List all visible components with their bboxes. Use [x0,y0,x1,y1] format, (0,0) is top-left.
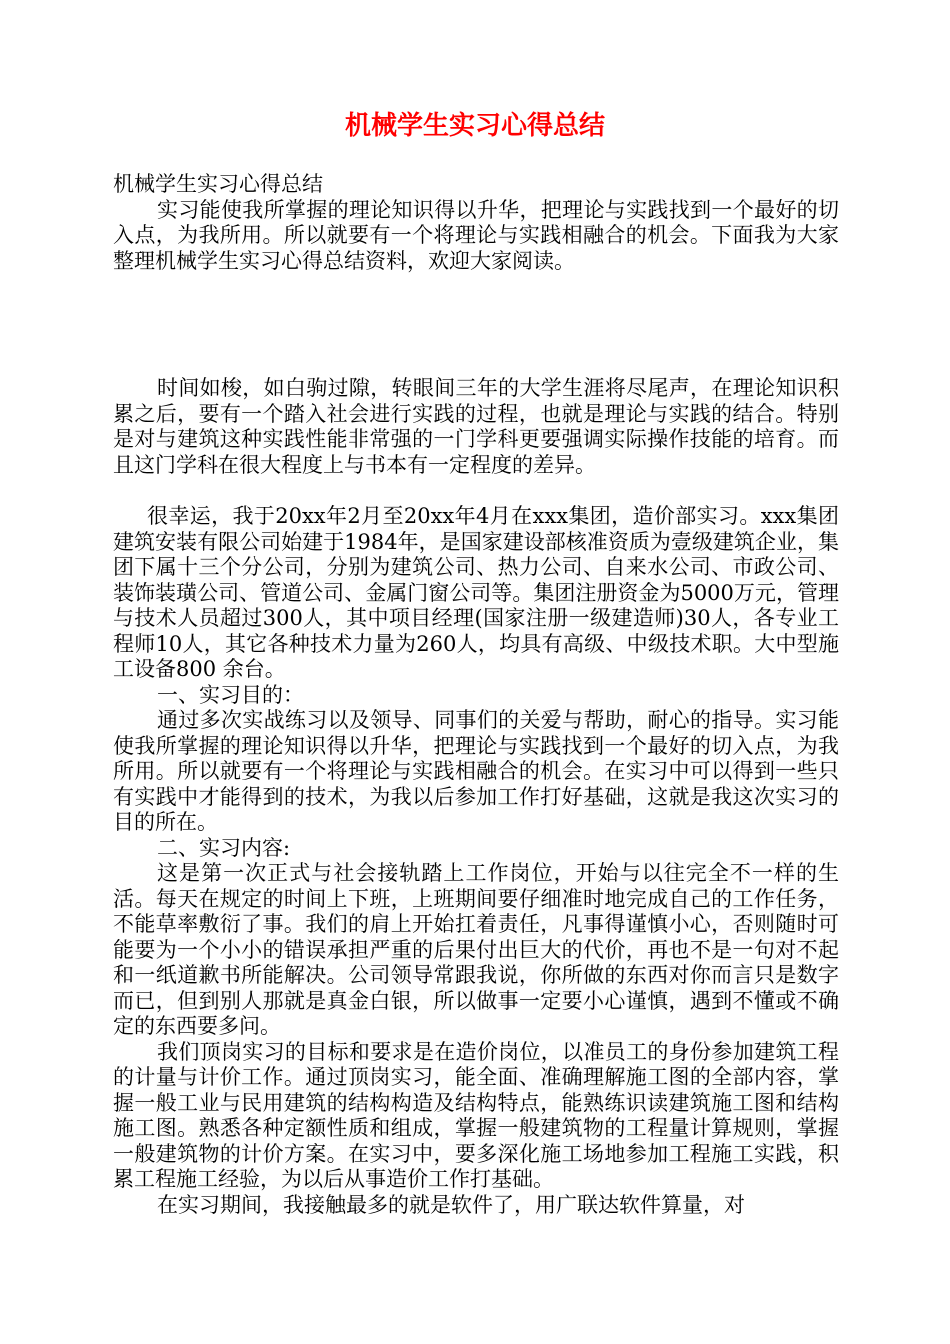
spacer [113,274,839,376]
paragraph-software: 在实习期间，我接触最多的就是软件了，用广联达软件算量，对 [157,1192,745,1217]
paragraph-first-job: 这是第一次正式与社会接轨踏上工作岗位，开始与以往完全不一样的生活。每天在规定的时间上下班，上班期间要仔细准时地完成自己的工作任务，不能草率敷衍了事。我们的肩上开始扛着责任，凡事得谨慎小心，否则随时可能要为一个小小的错误承担严重的后果付出巨大的代价，再也不是一句对不起和一纸道歉书所能解决。公司领导常跟我说，你所做的东西对你而言只是数字而已，但到别人那就是真金白银，所以做事一定要小心谨慎，遇到不懂或不确定的东西要多问。 [113,861,839,1038]
heading-purpose: 一、实习目的： [157,682,304,707]
paragraph-internship-goals: 我们顶岗实习的目标和要求是在造价岗位，以准员工的身份参加建筑工程的计量与计价工作。通过顶岗实习，能全面、准确理解施工图的全部内容，掌握一般工业与民用建筑的结构构造及结构特点，能熟练识读建筑施工图和结构施工图。熟悉各种定额性质和组成，掌握一般建筑物的工程量计算规则，掌握一般建筑物的计价方案。在实习中，要多深化施工场地参加工程施工实践，积累工程施工经验，为以后从事造价工作打基础。 [113,1039,839,1191]
intro-paragraph: 实习能使我所掌握的理论知识得以升华，把理论与实践找到一个最好的切入点，为我所用。所以就要有一个将理论与实践相融合的机会。下面我为大家整理机械学生实习心得总结资料，欢迎大家阅读。 [113,197,839,273]
document-body [113,172,839,1218]
heading-content: 二、实习内容: [157,835,291,860]
document-title: 机械学生实习心得总结 [344,111,605,141]
paragraph-purpose: 通过多次实战练习以及领导、同事们的关爱与帮助，耐心的指导。实习能使我所掌握的理论知识得以升华，把理论与实践找到一个最好的切入点，为我所用。所以就要有一个将理论与实践相融合的机会。在实习中可以得到一些只有实践中才能得到的技术，为我以后参加工作打好基础，这就是我这次实习的目的所在。 [113,708,839,834]
document-subtitle: 机械学生实习心得总结 [113,172,323,196]
spacer [113,478,839,504]
paragraph-time-flies: 时间如梭，如白驹过隙，转眼间三年的大学生涯将尽尾声，在理论知识积累之后，要有一个踏入社会进行实践的过程，也就是理论与实践的结合。特别是对与建筑这种实践性能非常强的一门学科更要强调实际操作技能的培育。而且这门学科在很大程度上与书本有一定程度的差异。 [113,376,839,477]
paragraph-company-intro: 很幸运，我于20xx年2月至20xx年4月在xxx集团，造价部实习。xxx集团建筑安装有限公司始建于1984年，是国家建设部核准资质为壹级建筑企业，集团下属十三个分公司，分别为建筑公司、热力公司、自来水公司、市政公司、装饰装璜公司、管道公司、金属门窗公司等。集团注册资金为5000万元，管理与技术人员超过300人，其中项目经理(国家注册一级建造师)30人，各专业工程师10人，其它各种技术力量为260人，均具有高级、中级技术职。大中型施工设备800 余台。 [113,504,839,681]
